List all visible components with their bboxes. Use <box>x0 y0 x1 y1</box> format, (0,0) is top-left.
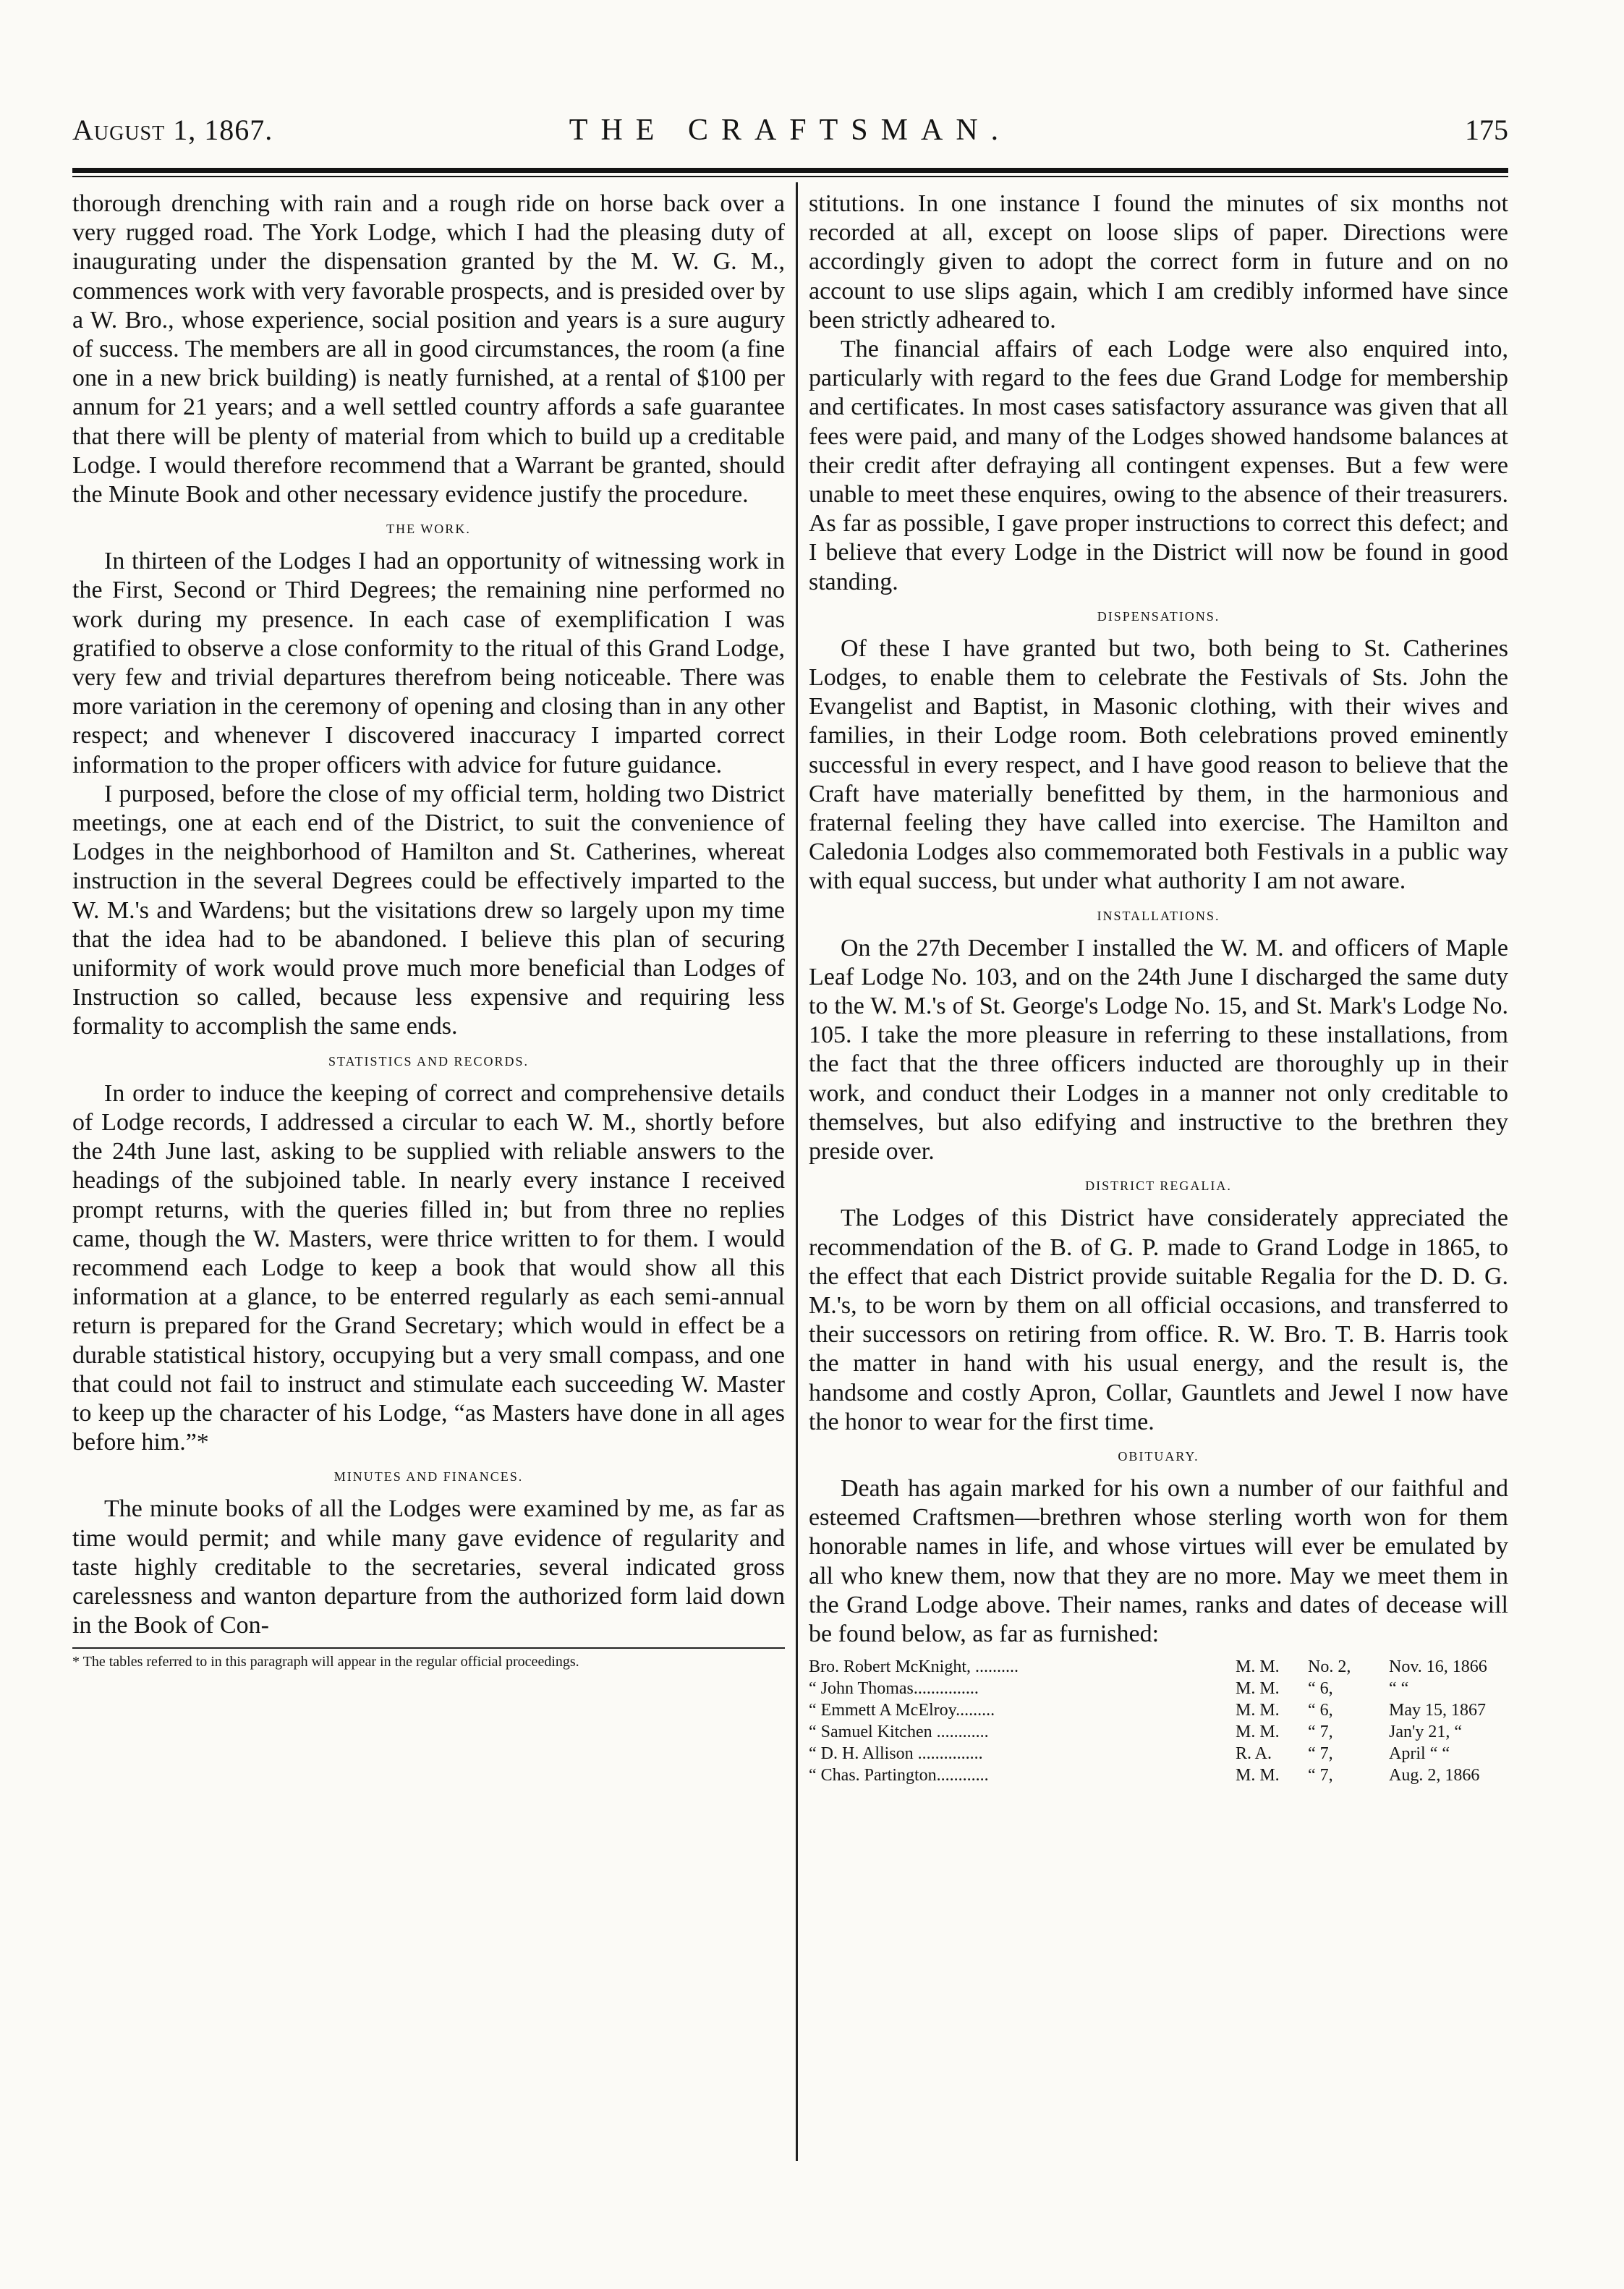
obituary-list <box>809 1656 1508 1786</box>
section-heading-regalia: DISTRICT REGALIA. <box>1085 1179 1232 1194</box>
obituary-date: Nov. 16, 1866 <box>1389 1657 1487 1677</box>
section-heading-installations: INSTALLATIONS. <box>1097 908 1220 923</box>
obituary-lodge-no: “ 6, <box>1308 1701 1333 1720</box>
paragraph-work: In thirteen of the Lodges I had an opportunity of witnessing work in the First, Second or Third Degrees; the remaining nine performed no work during my presence. In each case of exemplification I was gratified to observe a close conformity to the ritual of this Grand Lodge, very few and trivial departures therefrom being noticeable. There was more variation in the ceremony of opening and closing than in any other respect; and whenever I discovered inaccuracy I imparted correct information to the proper officers with advice for future guidance. <box>72 548 785 778</box>
obituary-rank: M. M. <box>1236 1701 1280 1720</box>
obituary-name: “ D. H. Allison ............... <box>809 1744 983 1764</box>
column-divider <box>796 182 798 2161</box>
section-heading-obituary: OBITUARY. <box>1118 1448 1199 1464</box>
paragraph-dispensations: Of these I have granted but two, both being to St. Catherines Lodges, to enable them to celebrate the Festivals of Sts. John the Evangelist and Baptist, in Masonic clothing, with their wives and families, in their Lodge room. Both celebrations proved eminently successful in every respect, and I have good reason to believe that the Craft have materially benefitted by them, in the harmonious and fraternal feeling they have called into exercise. The Hamilton and Caledonia Lodges also commemorated both Festivals in a public way with equal success, but under what authority I am not aware. <box>809 634 1508 895</box>
obituary-date: Aug. 2, 1866 <box>1389 1766 1480 1785</box>
obituary-name: “ Emmett A McElroy......... <box>809 1701 995 1720</box>
obituary-row <box>809 1743 1508 1764</box>
obituary-row <box>809 1721 1508 1743</box>
paragraph-regalia: The Lodges of this District have considerately appreciated the recommendation of the B. of G. P. made to Grand Lodge in 1865, to the effect that each District provide suitable Regalia for the D. D. G. M.'s, to be worn by them on all official occasions, and transferred to their successors on retiring from office. R. W. Bro. T. B. Harris took the matter in hand with his usual energy, and the result is, the handsome and costly Apron, Collar, Gauntlets and Jewel I now have the honor to wear for the first time. <box>809 1205 1508 1435</box>
obituary-row <box>809 1678 1508 1699</box>
footnote-rule <box>72 1647 785 1649</box>
obituary-rank: M. M. <box>1236 1657 1280 1677</box>
right-column <box>809 190 1508 1786</box>
paragraph-york-lodge: thorough drenching with rain and a rough ride on horse back over a very rugged road. The York Lodge, which I had the pleasing duty of inaugurating under the dispensation granted by the M. W. G. M., commences work with very favorable prospects, and is presided over by a W. Bro., whose experience, social position and years is a sure augury of success. The members are all in good circumstances, the room (a fine one in a new brick building) is neatly furnished, at a rental of $100 per annum for 21 years; and a well settled country affords a safe guarantee that there will be plenty of material from which to build up a creditable Lodge. I would therefore recommend that a Warrant be granted, should the Minute Book and other necessary evidence justify the procedure. <box>72 190 785 509</box>
section-heading-minutes: MINUTES AND FINANCES. <box>333 1469 524 1485</box>
obituary-rank: R. A. <box>1236 1744 1272 1764</box>
obituary-lodge-no: “ 7, <box>1308 1744 1333 1764</box>
obituary-row <box>809 1656 1508 1678</box>
obituary-name: Bro. Robert McKnight, .......... <box>809 1657 1019 1677</box>
obituary-date: May 15, 1867 <box>1389 1701 1486 1720</box>
obituary-date: April “ “ <box>1389 1744 1450 1764</box>
obituary-rank: M. M. <box>1236 1766 1280 1785</box>
header-rule-thin <box>72 176 1508 177</box>
issue-date: August 1, 1867. <box>72 114 273 146</box>
masthead-title: THE CRAFTSMAN. <box>569 114 1012 147</box>
obituary-lodge-no: “ 6, <box>1308 1679 1333 1699</box>
paragraph-minutes: The minute books of all the Lodges were examined by me, as far as time would permit; and while many gave evidence of regularity and taste highly creditable to the secretaries, several indicated gross carelessness and wanton departure from the authorized form laid down in the Book of Con- <box>72 1495 785 1639</box>
obituary-date: Jan'y 21, “ <box>1389 1723 1462 1742</box>
obituary-name: “ Chas. Partington............ <box>809 1766 989 1785</box>
running-head <box>72 113 1508 156</box>
paragraph-finances: The financial affairs of each Lodge were also enquired into, particularly with regard to the fees due Grand Lodge for membership and certificates. In most cases satisfactory assurance was given that all fees were paid, and many of the Lodges showed handsome balances at their credit after defraying all contingent expenses. But a few were unable to meet these enquires, owing to the absence of their treasurers. As far as possible, I gave proper instructions to correct this defect; and I believe that every Lodge in the District will now be found in good standing. <box>809 336 1508 595</box>
paragraph-district-meetings: I purposed, before the close of my official term, holding two District meetings, one at each end of the District, to suit the convenience of Lodges in the neighborhood of Hamilton and St. Catherines, whereat instruction in the several Degrees could be effectively imparted to the W. M.'s and Wardens; but the visitations drew so largely upon my time that the idea had to be abandoned. I believe this plan of securing uniformity of work would prove much more beneficial than Lodges of Instruction so called, because less expensive and requiring less formality to accomplish the same ends. <box>72 780 785 1040</box>
obituary-lodge-no: “ 7, <box>1308 1723 1333 1742</box>
left-column <box>72 190 785 1670</box>
paragraph-obituary: Death has again marked for his own a number of our faithful and esteemed Craftsmen—brethren whose sterling worth won for them honorable names in life, and whose virtues will ever be emulated by all who knew them, now that they are no more. May we meet them in the Grand Lodge above. Their names, ranks and dates of decease will be found below, as far as furnished: <box>809 1474 1508 1647</box>
obituary-lodge-no: No. 2, <box>1308 1657 1351 1677</box>
obituary-date: “ “ <box>1389 1679 1409 1699</box>
paragraph-statistics: In order to induce the keeping of correct and comprehensive details of Lodge records, I addressed a circular to each W. M., shortly before the 24th June last, asking to be supplied with reliable answers to the headings of the subjoined table. In nearly every instance I received prompt returns, with the queries filled in; but from three no replies came, though the W. Masters, were thrice written to for them. I would recommend each Lodge to keep a book that would show all this information at a glance, to be enterred regularly as each semi-annual return is prepared for the Grand Secretary; which would in effect be a durable statistical history, occupying but a very small compass, and one that could not fail to instruct and stimulate each succeeding W. Master to keep up the character of his Lodge, “as Masters have done in all ages before him.”* <box>72 1079 785 1456</box>
paragraph-installations: On the 27th December I installed the W. M. and officers of Maple Leaf Lodge No. 103, and on the 24th June I discharged the same duty to the W. M.'s of St. George's Lodge No. 15, and St. Mark's Lodge No. 105. I take the more pleasure in referring to these installations, from the fact that the three officers inducted are thoroughly up in their work, and conduct their Lodges in a manner not only creditable to themselves, but also edifying and instructive to the brethren they preside over. <box>809 934 1508 1165</box>
header-rule-thick <box>72 168 1508 173</box>
obituary-rank: M. M. <box>1236 1679 1280 1699</box>
paragraph-constitutions: stitutions. In one instance I found the minutes of six months not recorded at all, except on loose slips of paper. Directions were accordingly given to adopt the correct form in future and on no account to use slips again, which I am credibly informed have since been strictly adheared to. <box>809 190 1508 334</box>
section-heading-statistics: STATISTICS AND RECORDS. <box>328 1053 530 1069</box>
obituary-row <box>809 1764 1508 1786</box>
obituary-name: “ John Thomas............... <box>809 1679 979 1699</box>
obituary-name: “ Samuel Kitchen ............ <box>809 1723 989 1742</box>
obituary-rank: M. M. <box>1236 1723 1280 1742</box>
page-number: 175 <box>1465 114 1508 146</box>
footnote: * The tables referred to in this paragraph will appear in the regular official proceedings. <box>72 1654 579 1670</box>
section-heading-dispensations: DISPENSATIONS. <box>1097 608 1220 624</box>
section-heading-work: THE WORK. <box>386 522 471 537</box>
obituary-lodge-no: “ 7, <box>1308 1766 1333 1785</box>
obituary-row <box>809 1699 1508 1721</box>
